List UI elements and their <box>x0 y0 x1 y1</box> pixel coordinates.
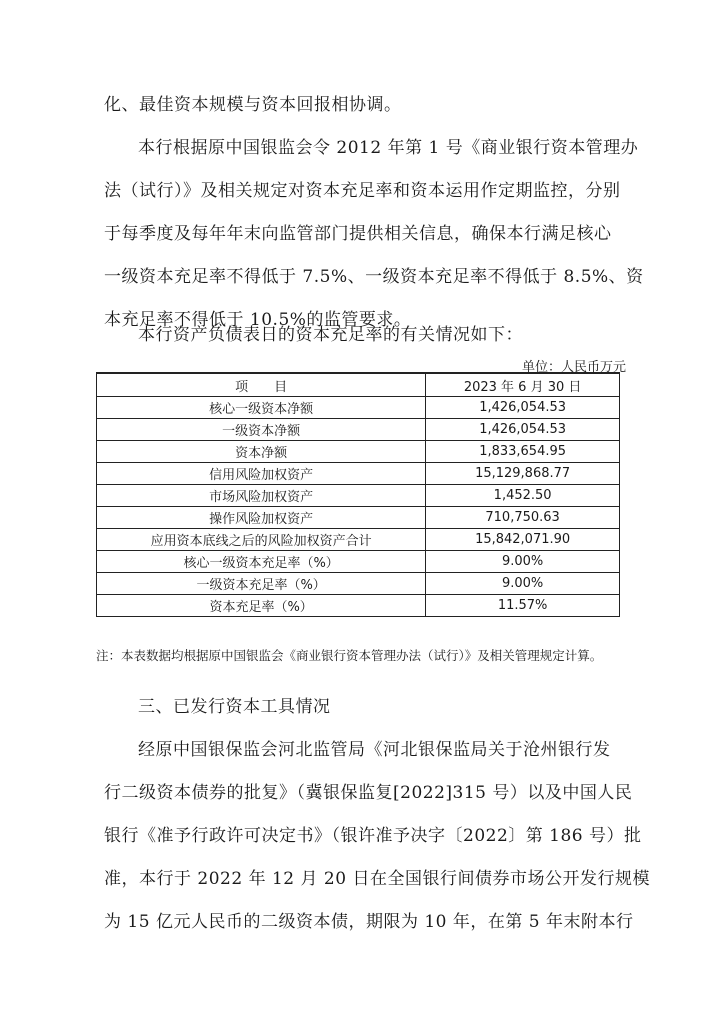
row-label: 应用资本底线之后的风险加权资产合计 <box>97 529 426 551</box>
capital-adequacy-table <box>96 372 620 617</box>
table-row <box>97 573 620 595</box>
row-label: 操作风险加权资产 <box>97 507 426 529</box>
paragraph-line: 化、最佳资本规模与资本回报相协调。 <box>104 95 402 115</box>
row-label: 资本充足率（%） <box>97 595 426 617</box>
row-value: 1,426,054.53 <box>426 419 620 441</box>
table-row <box>97 419 620 441</box>
row-label: 一级资本净额 <box>97 419 426 441</box>
paragraph-line: 本行根据原中国银监会令 2012 年第 1 号《商业银行资本管理办 <box>138 138 639 158</box>
header-item: 项 目 <box>97 373 426 397</box>
paragraph-line: 本行资产负债表日的资本充足率的有关情况如下： <box>138 325 523 345</box>
row-value: 710,750.63 <box>426 507 620 529</box>
table-note: 注：本表数据均根据原中国银监会《商业银行资本管理办法（试行）》及相关管理规定计算。 <box>96 648 603 663</box>
table-row <box>97 397 620 419</box>
paragraph-line: 为 15 亿元人民币的二级资本债，期限为 10 年，在第 5 年末附本行 <box>104 912 634 932</box>
row-value: 15,129,868.77 <box>426 463 620 485</box>
table-row <box>97 441 620 463</box>
row-value: 11.57% <box>426 595 620 617</box>
paragraph-line: 经原中国银保监会河北监管局《河北银保监局关于沧州银行发 <box>138 740 611 760</box>
row-label: 市场风险加权资产 <box>97 485 426 507</box>
row-label: 资本净额 <box>97 441 426 463</box>
table-row <box>97 463 620 485</box>
paragraph-line: 一级资本充足率不得低于 7.5%、一级资本充足率不得低于 8.5%、资 <box>104 267 644 287</box>
table-unit-label: 单位：人民币万元 <box>522 360 627 375</box>
paragraph-line: 行二级资本债券的批复》（冀银保监复[2022]315 号）以及中国人民 <box>104 783 633 803</box>
paragraph-line: 法（试行）》及相关规定对资本充足率和资本运用作定期监控，分别 <box>104 181 621 201</box>
section-heading: 三、已发行资本工具情况 <box>138 697 331 717</box>
table-row <box>97 485 620 507</box>
row-value: 1,833,654.95 <box>426 441 620 463</box>
row-value: 1,426,054.53 <box>426 397 620 419</box>
row-label: 信用风险加权资产 <box>97 463 426 485</box>
row-value: 15,842,071.90 <box>426 529 620 551</box>
row-label: 核心一级资本净额 <box>97 397 426 419</box>
paragraph-line: 于每季度及每年年末向监管部门提供相关信息，确保本行满足核心 <box>104 224 612 244</box>
paragraph-line: 准，本行于 2022 年 12 月 20 日在全国银行间债券市场公开发行规模 <box>104 869 650 889</box>
row-value: 1,452.50 <box>426 485 620 507</box>
row-value: 9.00% <box>426 551 620 573</box>
table-row <box>97 551 620 573</box>
header-date: 2023 年 6 月 30 日 <box>426 373 620 397</box>
paragraph-line: 本充足率不得低于 10.5%的监管要求。 <box>104 310 412 330</box>
row-label: 一级资本充足率（%） <box>97 573 426 595</box>
row-value: 9.00% <box>426 573 620 595</box>
row-label: 核心一级资本充足率（%） <box>97 551 426 573</box>
paragraph-line: 银行《准予行政许可决定书》（银许准予决字〔2022〕第 186 号）批 <box>104 826 642 846</box>
table-header-row <box>97 373 620 397</box>
table-row <box>97 529 620 551</box>
table-row <box>97 595 620 617</box>
table-row <box>97 507 620 529</box>
